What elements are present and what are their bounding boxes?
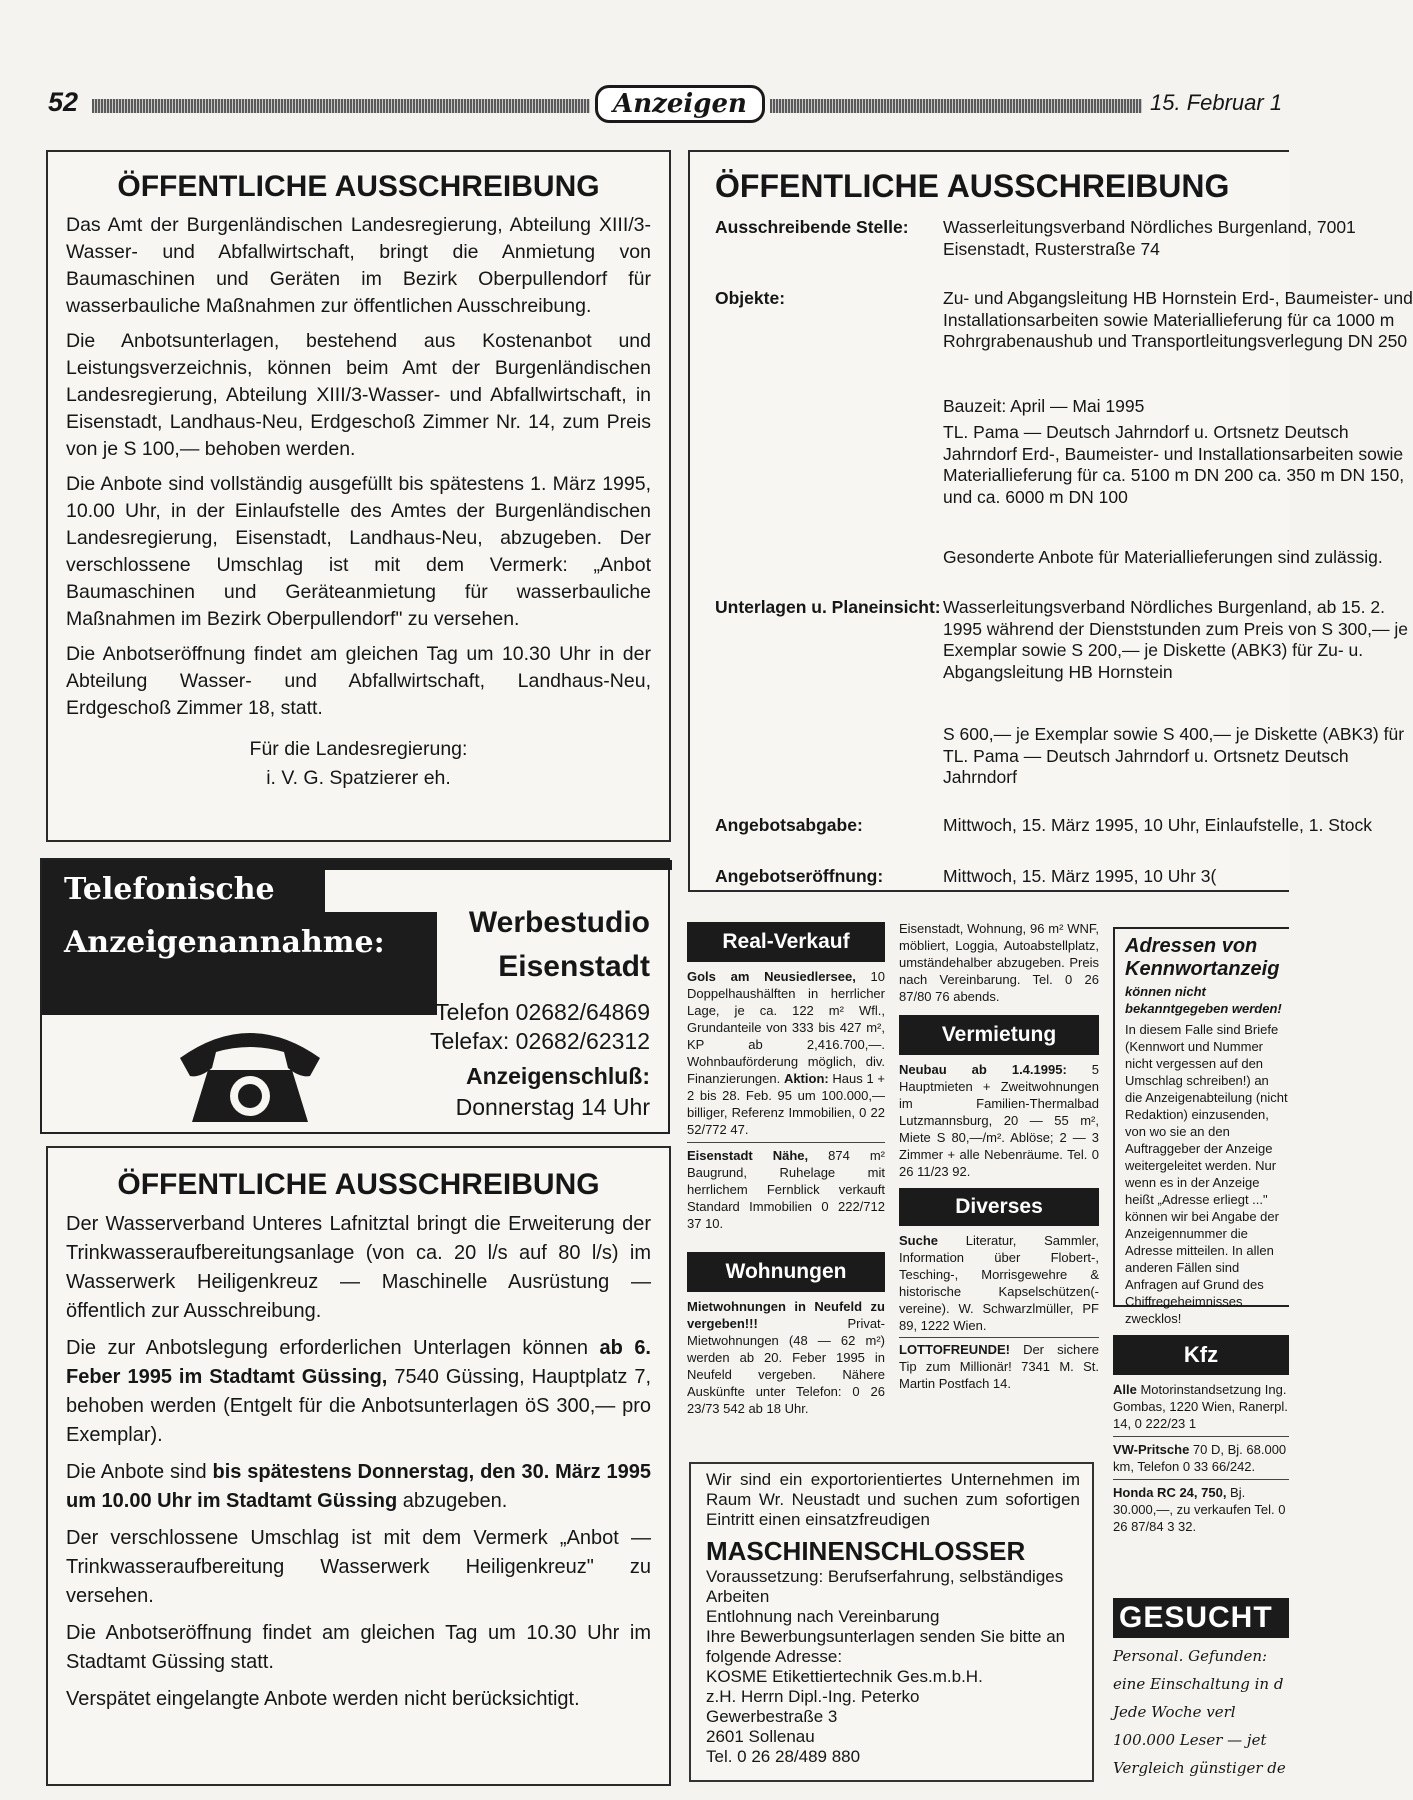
row-label: Unterlagen u. Planeinsicht: — [715, 597, 941, 617]
classified-ad: Gols am Neusiedlersee, 10 Doppelhaushälften in herrlicher Lage, je ca. 122 m² Wfl., Grundanteile von 333 bis 427 m², KP ab 2,416.700,—. Wohnbauförderung möglich, div. Finanzierungen. Aktion: Haus 1 + 2 bis 28. Feb. 95 um 100.000,— billiger, Referenz Immobilien, 0 22 52/772 47. — [687, 969, 885, 1137]
page-number: 52 — [48, 87, 79, 117]
tender-ad-burgenland — [46, 150, 671, 842]
ad-paragraph: Die Anbotseröffnung findet am gleichen Tag um 10.30 Uhr in der Abteilung Wasser- und Abfallwirtschaft, Landhaus-Neu, Erdgeschoß Zimmer 18, statt. — [66, 643, 651, 719]
row-value: Gesonderte Anbote für Materiallieferungen sind zulässig. — [943, 547, 1383, 567]
row-value: Mittwoch, 15. März 1995, 10 Uhr, Einlaufstelle, 1. Stock — [943, 815, 1372, 835]
classifieds-col1 — [687, 922, 885, 1416]
ad-heading-line1: Telefonische — [64, 872, 275, 907]
issue-date: 15. Februar 1 — [1150, 90, 1283, 115]
studio-name: Werbestudio — [468, 906, 650, 939]
row-value: S 600,— je Exemplar sowie S 400,— je Diskette (ABK3) für TL. Pama — Deutsch Jahrndorf u. Ortsnetz Deutsch Jahrndorf — [943, 724, 1405, 787]
notice-body: In diesem Falle sind Briefe (Kennwort und Nummer nicht vergessen auf den Umschlag schreiben!) an die Anzeigenabteilung (nicht Redaktion) einzusenden, von wo sie an den Auftraggeber der Anzeige weitergeleitet werden. Nur wenn es in der Anzeige heißt „Adresse erliegt ..." können wir bei Angabe der Anzeigennummer die Adresse mitteilen. In allen anderen Fällen sind Anfragen auf Grund des Chiffregeheimnisses zwecklos! — [1125, 1022, 1288, 1326]
ad-paragraph: Die Anbote sind bis spätestens Donnerstag, den 30. März 1995 um 10.00 Uhr im Stadtamt Güssing abzugeben. — [66, 1461, 652, 1512]
ad-title: ÖFFENTLICHE AUSSCHREIBUNG — [117, 170, 600, 203]
job-line: Gewerbestraße 3 — [706, 1707, 838, 1726]
row-value: Bauzeit: April — Mai 1995 — [943, 396, 1145, 416]
job-line: Tel. 0 26 28/489 880 — [706, 1747, 861, 1766]
notice-subtitle: können nicht bekanntgegeben werden! — [1125, 984, 1282, 1016]
gesucht-title: GESUCHT — [1113, 1598, 1289, 1638]
classifieds-col2 — [899, 920, 1100, 1391]
classified-ad: Suche Literatur, Sammler, Information über Flobert-, Tesching-, Morrisgewehre & historische Kapselschützen(-vereine). W. Schwarzlmüller, PF 89, 1222 Wien. — [899, 1233, 1099, 1333]
category-header-vermietung: Vermietung — [899, 1015, 1099, 1055]
studio-city: Eisenstadt — [498, 950, 650, 983]
gesucht-text: Personal. Gefunden: eine Einschaltung in d Jede Woche verl 100.000 Leser — jet Vergleich günstiger de — [1113, 1647, 1286, 1777]
classified-ad: Eisenstadt, Wohnung, 96 m² WNF, möbliert, Loggia, Autoabstellplatz, umständehalber abzugeben. Preis nach Vereinbarung. Tel. 0 26 87/80 76 abends. — [899, 921, 1099, 1004]
ad-paragraph: Die Anbotseröffnung findet am gleichen Tag um 10.30 Uhr im Stadtamt Güssing statt. — [66, 1622, 651, 1673]
classified-ad: VW-Pritsche 70 D, Bj. 68.000 km, Telefon 0 33 66/242. — [1113, 1442, 1287, 1474]
classified-ad: LOTTOFREUNDE! Der sichere Tip zum Millionär! 7341 M. St. Martin Postfach 14. — [899, 1342, 1099, 1391]
header-rule-right — [770, 99, 1142, 113]
row-label: Ausschreibende Stelle: — [715, 217, 909, 237]
ad-paragraph: Verspätet eingelangte Anbote werden nicht berücksichtigt. — [66, 1688, 580, 1710]
phone-ad-werbestudio — [40, 858, 670, 1134]
telephone-icon — [170, 1018, 330, 1128]
job-ad-maschinenschlosser — [689, 1462, 1094, 1782]
page-header — [40, 85, 1289, 125]
signature-name: i. V. G. Spatzierer eh. — [266, 767, 451, 789]
phone-number: Telefon 02682/64869 — [435, 999, 650, 1025]
section-logo: Anzeigen — [595, 85, 765, 123]
row-value: Mittwoch, 15. März 1995, 10 Uhr 3( — [943, 866, 1217, 886]
row-value: Wasserleitungsverband Nördliches Burgenland, 7001 Eisenstadt, Rusterstraße 74 — [943, 217, 1356, 259]
ad-title: ÖFFENTLICHE AUSSCHREIBUNG — [117, 1168, 600, 1201]
deadline-label: Anzeigenschluß: — [465, 1063, 650, 1089]
adressen-notice — [1113, 927, 1289, 1326]
classified-ad: Honda RC 24, 750, Bj. 30.000,—, zu verkaufen Tel. 0 26 87/84 3 32. — [1113, 1485, 1286, 1534]
category-header-wohnungen: Wohnungen — [687, 1252, 885, 1292]
ad-paragraph: Der verschlossene Umschlag ist mit dem Vermerk „Anbot — Trinkwasseraufbereitung Wasserwerk Heiligenkreuz" zu versehen. — [66, 1527, 651, 1607]
job-title: MASCHINENSCHLOSSER — [706, 1536, 1026, 1566]
job-line: KOSME Etikettiertechnik Ges.m.b.H. — [706, 1667, 983, 1686]
classifieds-kfz — [1113, 1335, 1289, 1585]
ad-paragraph: Das Amt der Burgenländischen Landesregierung, Abteilung XIII/3-Wasser- und Abfallwirtschaft, bringt die Anmietung von Baumaschinen und Geräten im Bezirk Oberpullendorf für wasserbauliche Maßnahmen zur öffentlichen Ausschreibung. — [66, 214, 651, 317]
fax-number: Telefax: 02682/62312 — [430, 1028, 650, 1054]
row-value: TL. Pama — Deutsch Jahrndorf u. Ortsnetz Deutsch Jahrndorf Erd-, Baumeister- und Installationsarbeiten sowie Materiallieferung für ca. 5100 m DN 200 ca. 350 m DN 150, und ca. 6000 m DN 100 — [943, 422, 1405, 507]
category-header-real: Real-Verkauf — [687, 922, 885, 962]
row-value: Wasserleitungsverband Nördliches Burgenland, ab 15. 2. 1995 während der Dienststunden zum Preis von S 300,— je Exemplar sowie S 200,— je Diskette (ABK3) für Zu- u. Abgangsleitung HB Hornstein — [943, 597, 1408, 682]
row-value: Zu- und Abgangsleitung HB Hornstein Erd-, Baumeister- und Installationsarbeiten sowie Materiallieferung für ca 1000 m Rohrgrabenaushub und Transportleitungsverlegung DN 250 — [943, 288, 1413, 351]
header-rule-left — [92, 99, 590, 113]
job-line: Ihre Bewerbungsunterlagen senden Sie bitte an folgende Adresse: — [706, 1627, 1066, 1666]
job-line: Entlohnung nach Vereinbarung — [706, 1607, 940, 1626]
job-intro: Wir sind ein exportorientiertes Unternehmen im Raum Wr. Neustadt und suchen zum sofortigen Eintritt einen einsatzfreudigen — [706, 1470, 1080, 1529]
classified-ad: Alle Motorinstandsetzung Ing. Gombas, 1220 Wien, Ranerpl. 14, 0 222/23 1 — [1113, 1382, 1288, 1431]
classified-ad: Mietwohnungen in Neufeld zu vergeben!!! Privat-Mietwohnungen (48 — 62 m²) werden ab 20. Feber 1995 in Neufeld vergeben. Nähere Auskünfte unter Telefon: 0 26 23/73 542 ab 18 Uhr. — [687, 1299, 885, 1416]
row-label: Objekte: — [715, 288, 786, 308]
ad-paragraph: Die Anbotsunterlagen, bestehend aus Kostenanbot und Leistungsverzeichnis, können beim Amt der Burgenländischen Landesregierung, Abteilung XIII/3-Wasser- und Abfallwirtschaft, in Eisenstadt, Landhaus-Neu, Erdgeschoß Zimmer Nr. 14, zum Preis von je S 100,— behoben werden. — [66, 330, 651, 460]
job-line: z.H. Herrn Dipl.-Ing. Peterko — [706, 1687, 920, 1706]
gesucht-ad — [1113, 1598, 1289, 1788]
signature-line: Für die Landesregierung: — [249, 738, 468, 760]
job-line: 2601 Sollenau — [706, 1727, 815, 1746]
row-label: Angebotseröffnung: — [715, 866, 884, 886]
ad-paragraph: Die Anbote sind vollständig ausgefüllt bis spätestens 1. März 1995, 10.00 Uhr, in der Einlaufstelle des Amtes der Burgenländischen Landesregierung, Eisenstadt, Landhaus-Neu, abzugeben. Der verschlossene Umschlag ist mit dem Vermerk: „Anbot Baumaschinen und Geräteanmietung für wasserbauliche Maßnahmen im Bezirk Oberpullendorf" zu versehen. — [66, 473, 651, 630]
row-label: Angebotsabgabe: — [715, 815, 863, 835]
tender-ad-lafnitztal — [46, 1146, 671, 1786]
classified-ad: Eisenstadt Nähe, 874 m² Baugrund, Ruhelage mit herrlichem Fernblick verkauft Standard Immobilien 0 222/712 37 10. — [687, 1148, 885, 1231]
category-header-diverses: Diverses — [899, 1188, 1099, 1226]
category-header-kfz: Kfz — [1113, 1335, 1289, 1375]
classified-ad: Neubau ab 1.4.1995: 5 Hauptmieten + Zweitwohnungen im Familien-Thermalbad Lutzmannsburg, 20 — 55 m², Miete S 80,—/m². Ablöse; 2 — 3 Zimmer + alle Nebenräume. Tel. 0 26 11/23 92. — [899, 1062, 1100, 1179]
ad-paragraph: Der Wasserverband Unteres Lafnitztal bringt die Erweiterung der Trinkwasseraufbereitungsanlage (von ca. 20 l/s auf 80 l/s) im Wasserwerk Heiligenkreuz — Maschinelle Ausrüstung — öffentlich zur Ausschreibung. — [66, 1213, 651, 1322]
ad-heading-line2: Anzeigenannahme: — [64, 925, 385, 960]
ad-title: ÖFFENTLICHE AUSSCHREIBUNG — [715, 168, 1230, 204]
deadline-value: Donnerstag 14 Uhr — [455, 1094, 650, 1120]
tender-ad-wasserleitungsverband — [688, 150, 1413, 892]
job-line: Voraussetzung: Berufserfahrung, selbständiges Arbeiten — [706, 1567, 1064, 1606]
ad-paragraph: Die zur Anbotslegung erforderlichen Unterlagen können ab 6. Feber 1995 im Stadtamt Güssing, 7540 Güssing, Hauptplatz 7, behoben werden (Entgelt für die Anbotsunterlagen öS 300,— pro Exemplar). — [66, 1337, 651, 1446]
notice-title: Adressen von Kennwortanzeig — [1125, 935, 1280, 980]
